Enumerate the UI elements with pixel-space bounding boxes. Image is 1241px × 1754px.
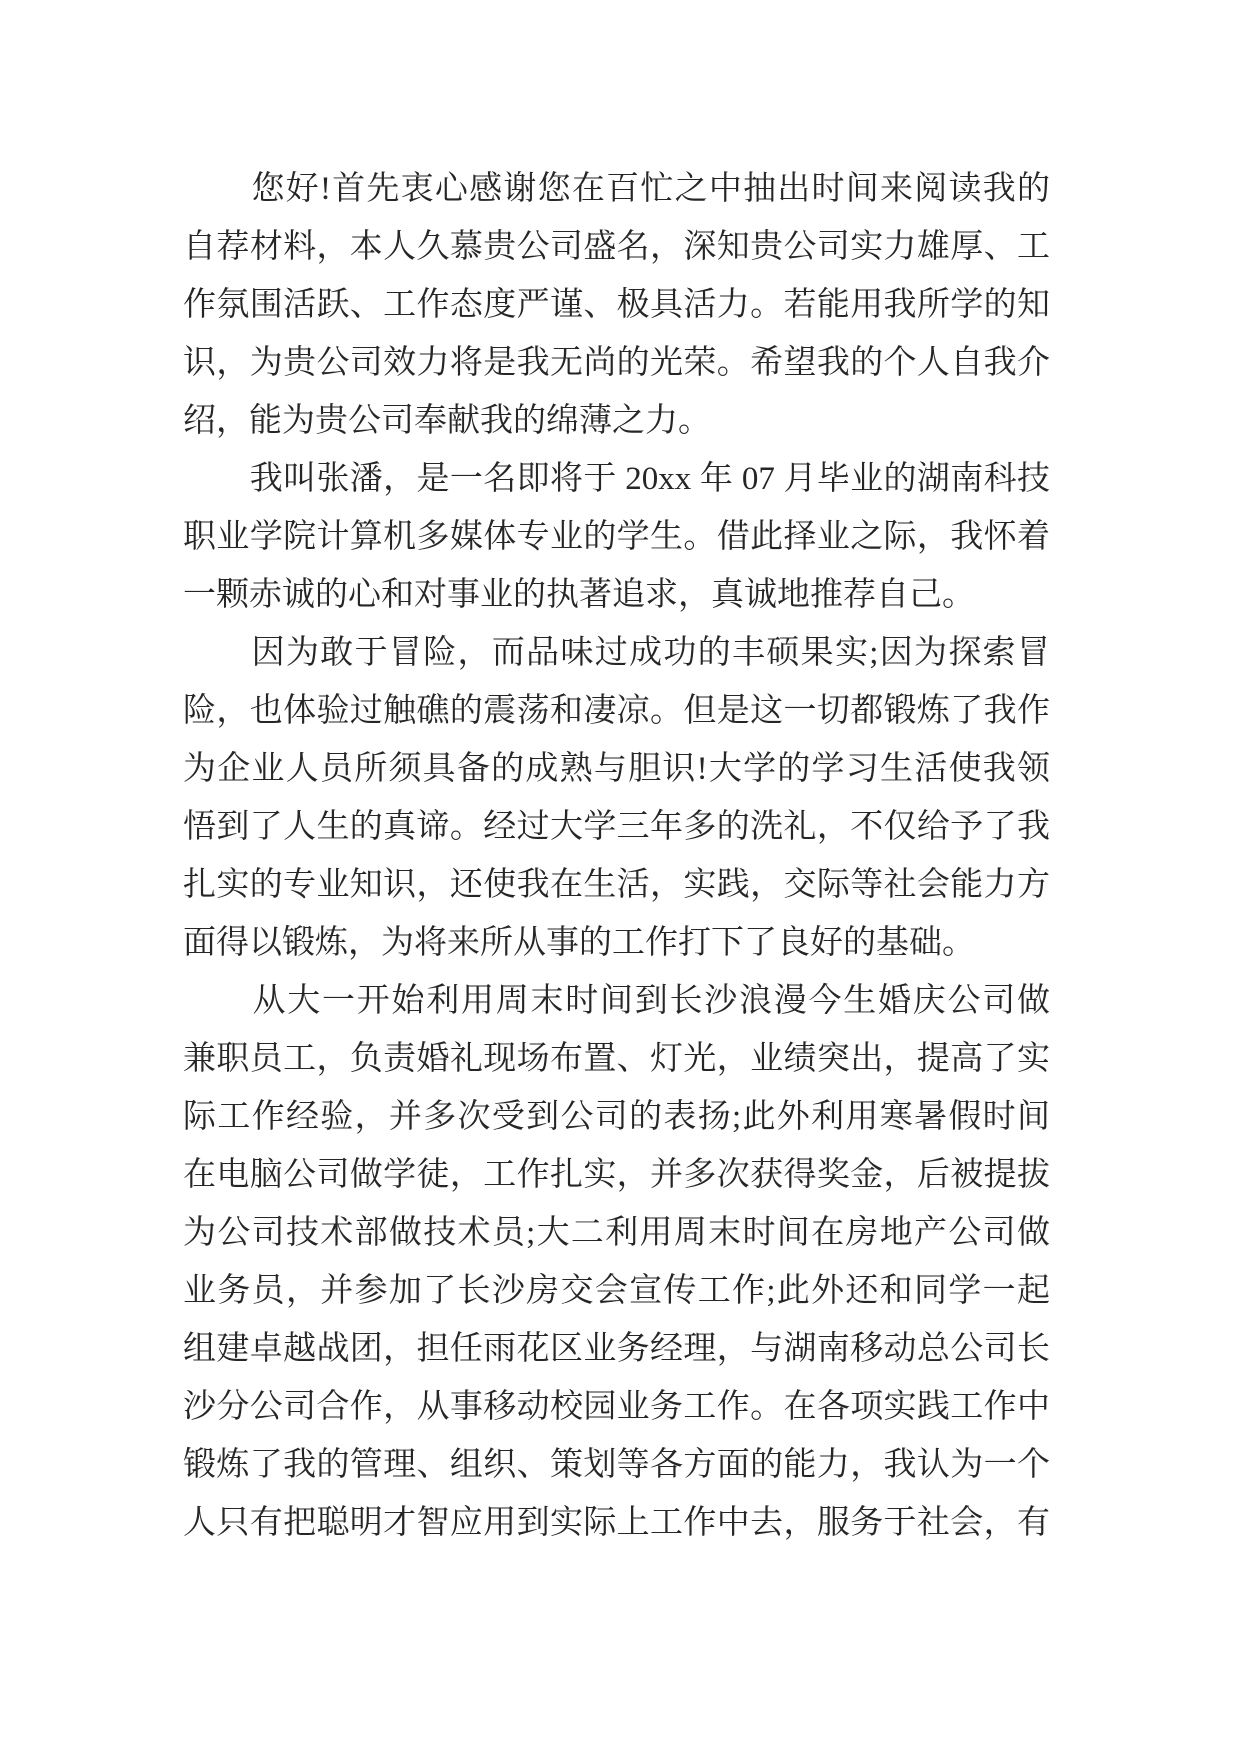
text-line: 您好!首先衷心感谢您在百忙之中抽出时间来阅读我的	[183, 171, 1050, 207]
text-line: 面得以锻炼，为将来所从事的工作打下了良好的基础。	[183, 925, 975, 961]
text-line: 为企业人员所须具备的成熟与胆识!大学的学习生活使我领	[183, 751, 1050, 787]
text-line: 我叫张潘，是一名即将于 20xx 年 07 月毕业的湖南科技	[183, 461, 1050, 497]
text-line: 兼职员工，负责婚礼现场布置、灯光，业绩突出，提高了实	[183, 1041, 1050, 1077]
letter-body	[183, 160, 1050, 1552]
text-line: 悟到了人生的真谛。经过大学三年多的洗礼，不仅给予了我	[183, 809, 1050, 845]
text-line: 沙分公司合作，从事移动校园业务工作。在各项实践工作中	[183, 1389, 1050, 1425]
text-line: 从大一开始利用周末时间到长沙浪漫今生婚庆公司做	[183, 983, 1050, 1019]
text-line: 业务员，并参加了长沙房交会宣传工作;此外还和同学一起	[183, 1273, 1050, 1309]
text-line: 组建卓越战团，担任雨花区业务经理，与湖南移动总公司长	[183, 1331, 1050, 1367]
text-line: 一颗赤诚的心和对事业的执著追求，真诚地推荐自己。	[183, 577, 975, 613]
text-line: 为公司技术部做技术员;大二利用周末时间在房地产公司做	[183, 1215, 1050, 1251]
text-line: 在电脑公司做学徒，工作扎实，并多次获得奖金，后被提拔	[183, 1157, 1050, 1193]
text-line: 际工作经验，并多次受到公司的表扬;此外利用寒暑假时间	[183, 1099, 1050, 1135]
text-line: 因为敢于冒险，而品味过成功的丰硕果实;因为探索冒	[183, 635, 1050, 671]
text-line: 自荐材料，本人久慕贵公司盛名，深知贵公司实力雄厚、工	[183, 229, 1050, 265]
text-line: 锻炼了我的管理、组织、策划等各方面的能力，我认为一个	[183, 1447, 1050, 1483]
text-line: 职业学院计算机多媒体专业的学生。借此择业之际，我怀着	[183, 519, 1050, 555]
text-line: 绍，能为贵公司奉献我的绵薄之力。	[183, 403, 711, 439]
text-line: 识，为贵公司效力将是我无尚的光荣。希望我的个人自我介	[183, 345, 1050, 381]
text-line: 作氛围活跃、工作态度严谨、极具活力。若能用我所学的知	[183, 287, 1050, 323]
text-line: 人只有把聪明才智应用到实际上工作中去，服务于社会，有	[183, 1505, 1050, 1541]
text-line: 扎实的专业知识，还使我在生活，实践，交际等社会能力方	[183, 867, 1050, 903]
text-line: 险，也体验过触礁的震荡和凄凉。但是这一切都锻炼了我作	[183, 693, 1050, 729]
